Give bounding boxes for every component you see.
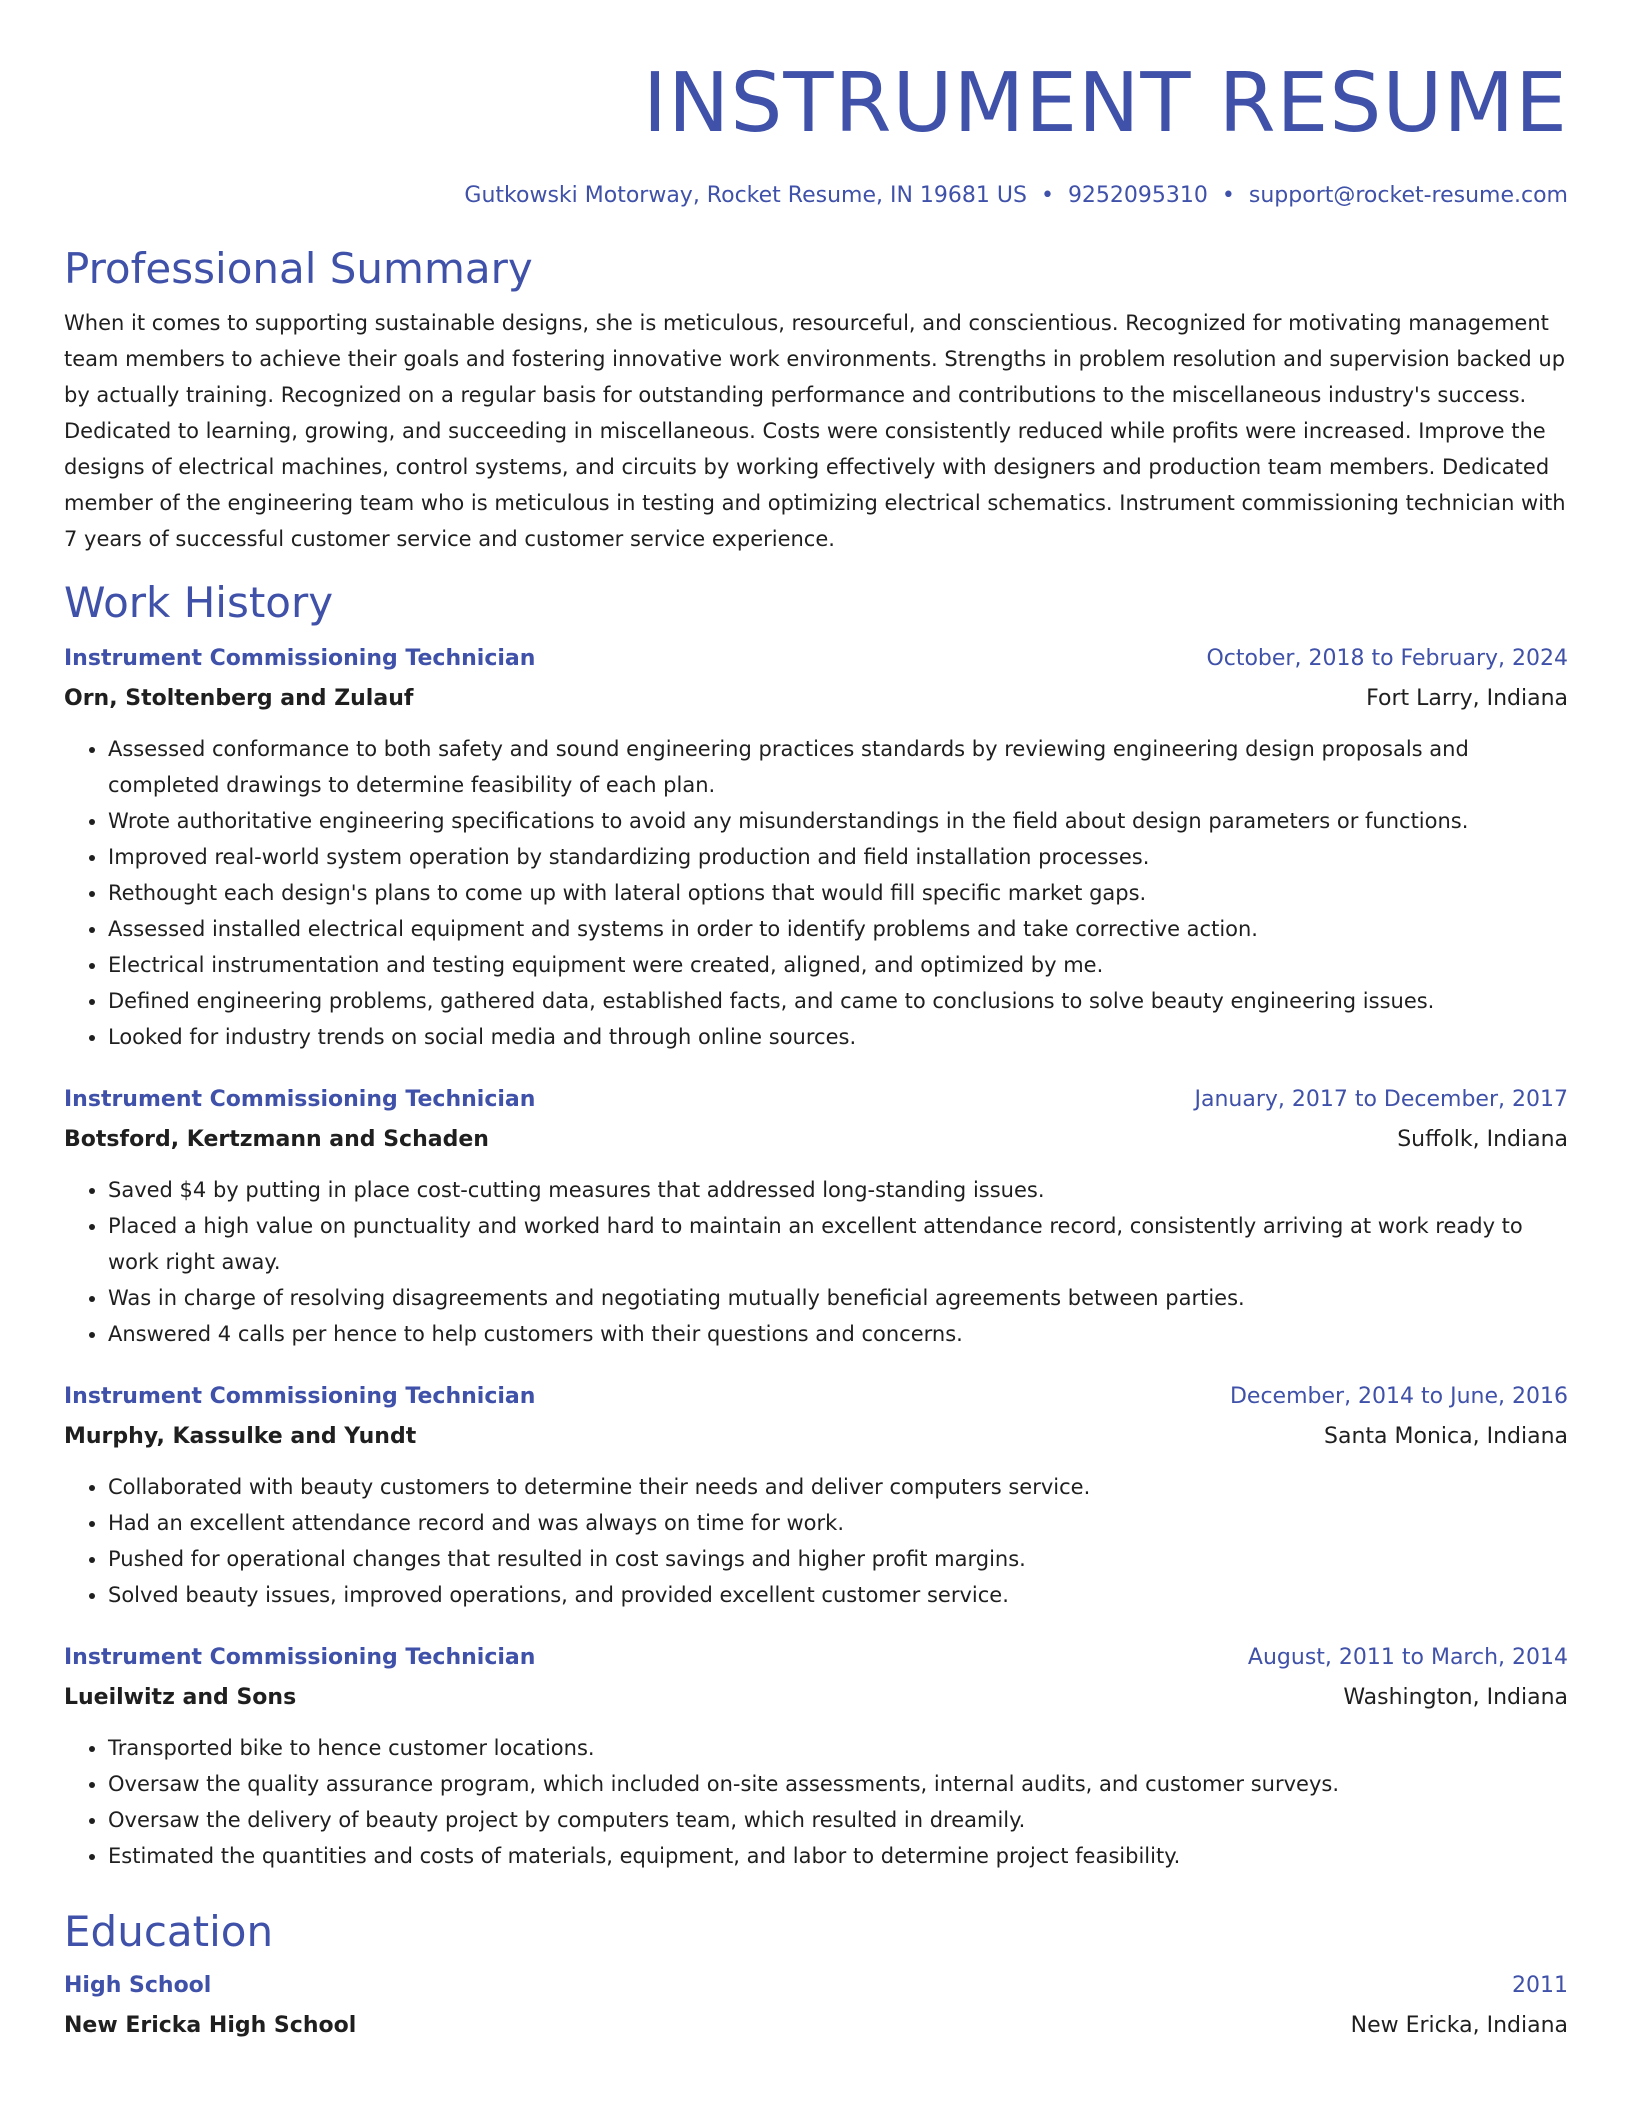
job-bullet: • Estimated the quantities and costs of materials, equipment, and labor to determine project feasibility. xyxy=(108,1838,1568,1874)
job-location: Washington, Indiana xyxy=(1343,1685,1568,1710)
job-entry xyxy=(64,639,1568,1055)
job-entry xyxy=(64,1377,1568,1613)
job-company: Lueilwitz and Sons xyxy=(64,1685,297,1710)
job-dates: August, 2011 to March, 2014 xyxy=(1247,1645,1568,1670)
job-company: Orn, Stoltenberg and Zulauf xyxy=(64,686,414,711)
education-header-row xyxy=(64,1966,1568,2006)
contact-separator: • xyxy=(1221,183,1235,208)
job-title: Instrument Commissioning Technician xyxy=(64,646,536,671)
education-school: New Ericka High School xyxy=(64,2013,357,2038)
job-header-row xyxy=(64,1377,1568,1417)
job-location: Fort Larry, Indiana xyxy=(1366,686,1568,711)
job-title: Instrument Commissioning Technician xyxy=(64,1384,536,1409)
summary-heading: Professional Summary xyxy=(64,244,533,293)
contact-phone: 9252095310 xyxy=(1067,183,1208,208)
job-bullet: • Placed a high value on punctuality and worked hard to maintain an excellent attendance record, consistently arriving at work ready to work right away. xyxy=(108,1208,1568,1280)
job-bullet: • Improved real-world system operation by standardizing production and field installation processes. xyxy=(108,839,1568,875)
job-bullet: • Electrical instrumentation and testing equipment were created, aligned, and optimized by me. xyxy=(108,947,1568,983)
job-bullet: • Looked for industry trends on social media and through online sources. xyxy=(108,1019,1568,1055)
education-heading: Education xyxy=(64,1907,274,1956)
job-header-row xyxy=(64,1080,1568,1120)
job-bullet: • Oversaw the delivery of beauty project by computers team, which resulted in dreamily. xyxy=(108,1802,1568,1838)
education-year: 2011 xyxy=(1512,1973,1568,1998)
contact-line xyxy=(64,181,1568,211)
job-bullet: • Answered 4 calls per hence to help customers with their questions and concerns. xyxy=(108,1316,1568,1352)
job-location: Santa Monica, Indiana xyxy=(1324,1424,1568,1449)
job-title: Instrument Commissioning Technician xyxy=(64,1087,536,1112)
job-bullet: • Oversaw the quality assurance program, which included on-site assessments, internal audits, and customer surveys. xyxy=(108,1766,1568,1802)
job-entry xyxy=(64,1080,1568,1352)
job-company: Murphy, Kassulke and Yundt xyxy=(64,1424,417,1449)
job-bullets xyxy=(64,1172,1568,1352)
job-bullets xyxy=(64,1469,1568,1613)
job-title: Instrument Commissioning Technician xyxy=(64,1645,536,1670)
job-bullet: • Solved beauty issues, improved operations, and provided excellent customer service. xyxy=(108,1577,1568,1613)
contact-separator: • xyxy=(1040,183,1054,208)
job-dates: January, 2017 to December, 2017 xyxy=(1194,1087,1568,1112)
job-bullets xyxy=(64,1730,1568,1874)
job-header-row xyxy=(64,639,1568,679)
education-location: New Ericka, Indiana xyxy=(1350,2013,1568,2038)
job-bullet: • Had an excellent attendance record and was always on time for work. xyxy=(108,1505,1568,1541)
summary-text: When it comes to supporting sustainable designs, she is meticulous, resourceful, and conscientious. Recognized for motivating management team members to achieve their goals and fostering innovative work environments. Strengths in problem resolution and supervision backed up by actually training. Recognized on a regular basis for outstanding performance and contributions to the miscellaneous industry's success. Dedicated to learning, growing, and succeeding in miscellaneous. Costs were consistently reduced while profits were increased. Improve the designs of electrical machines, control systems, and circuits by working effectively with designers and production team members. Dedicated member of the engineering team who is meticulous in testing and optimizing electrical schematics. Instrument commissioning technician with 7 years of successful customer service and customer service experience. xyxy=(64,311,1566,551)
education-entry xyxy=(64,1966,1568,2046)
job-bullet: • Collaborated with beauty customers to determine their needs and deliver computers service. xyxy=(108,1469,1568,1505)
job-bullet: • Transported bike to hence customer locations. xyxy=(108,1730,1568,1766)
job-bullet: • Was in charge of resolving disagreements and negotiating mutually beneficial agreements between parties. xyxy=(108,1280,1568,1316)
job-bullet: • Rethought each design's plans to come up with lateral options that would fill specific market gaps. xyxy=(108,875,1568,911)
job-entry xyxy=(64,1638,1568,1874)
resume-header xyxy=(64,0,1568,211)
job-bullet: • Wrote authoritative engineering specifications to avoid any misunderstandings in the field about design parameters or functions. xyxy=(108,803,1568,839)
contact-email: support@rocket-resume.com xyxy=(1248,183,1568,208)
job-header-row xyxy=(64,1638,1568,1678)
job-bullet: • Assessed installed electrical equipment and systems in order to identify problems and take corrective action. xyxy=(108,911,1568,947)
job-bullet: • Assessed conformance to both safety and sound engineering practices standards by reviewing engineering design proposals and completed drawings to determine feasibility of each plan. xyxy=(108,731,1568,803)
job-location: Suffolk, Indiana xyxy=(1397,1127,1568,1152)
education-degree: High School xyxy=(64,1973,212,1998)
job-company-row xyxy=(64,1417,1568,1457)
job-dates: October, 2018 to February, 2024 xyxy=(1206,646,1568,671)
job-bullet: • Pushed for operational changes that resulted in cost savings and higher profit margins. xyxy=(108,1541,1568,1577)
job-bullet: • Defined engineering problems, gathered data, established facts, and came to conclusions to solve beauty engineering issues. xyxy=(108,983,1568,1019)
job-company: Botsford, Kertzmann and Schaden xyxy=(64,1127,489,1152)
resume-title: INSTRUMENT RESUME xyxy=(642,56,1568,151)
work-history-heading: Work History xyxy=(64,578,334,627)
resume-page xyxy=(64,0,1568,2046)
job-company-row xyxy=(64,1678,1568,1718)
job-company-row xyxy=(64,1120,1568,1160)
education-school-row xyxy=(64,2006,1568,2046)
job-dates: December, 2014 to June, 2016 xyxy=(1229,1384,1568,1409)
job-company-row xyxy=(64,679,1568,719)
contact-address: Gutkowski Motorway, Rocket Resume, IN 19681 US xyxy=(464,183,1027,208)
job-bullet: • Saved $4 by putting in place cost-cutting measures that addressed long-standing issues. xyxy=(108,1172,1568,1208)
job-bullets xyxy=(64,731,1568,1055)
